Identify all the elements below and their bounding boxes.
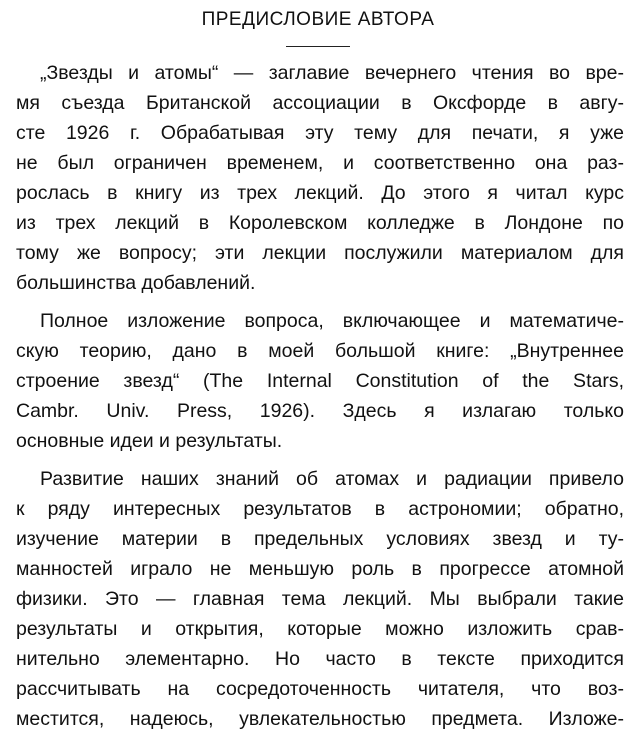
text-line: к ряду интересных результатов в астрономии; обратно, <box>16 498 624 520</box>
text-line: не был ограничен временем, и соответственно она раз- <box>16 152 624 174</box>
page-title: ПРЕДИСЛОВИЕ АВТОРА <box>201 9 435 30</box>
text-line: большинства добавлений. <box>16 272 256 294</box>
title-underline <box>286 46 350 47</box>
text-line: строение звезд“ (The Internal Constitution of the Stars, <box>16 370 624 392</box>
text-line: манностей играло не меньшую роль в прогрессе атомной <box>16 558 624 580</box>
text-line: физики. Это — главная тема лекций. Мы выбрали такие <box>16 588 624 610</box>
text-line: „Звезды и атомы“ — заглавие вечернего чтения во вре- <box>40 62 624 84</box>
text-line: результаты и открытия, которые можно изложить срав- <box>16 618 624 640</box>
text-line: Развитие наших знаний об атомах и радиации привело <box>40 468 624 490</box>
text-line: рассчитывать на сосредоточенность читателя, что воз- <box>16 678 624 700</box>
text-line: Cambr. Univ. Press, 1926). Здесь я излагаю только <box>16 400 624 422</box>
text-line: Полное изложение вопроса, включающее и математиче- <box>40 310 624 332</box>
text-line: скую теорию, дано в моей большой книге: „Внутреннее <box>16 340 624 362</box>
text-line: изучение материи в предельных условиях звезд и ту- <box>16 528 624 550</box>
text-line: из трех лекций в Королевском колледже в Лондоне по <box>16 212 624 234</box>
text-line: сте 1926 г. Обрабатывая эту тему для печати, я уже <box>16 122 624 144</box>
text-line: основные идеи и результаты. <box>16 430 283 452</box>
text-line: тому же вопросу; эти лекции послужили материалом для <box>16 242 624 264</box>
text-line: местится, надеюсь, увлекательностью предмета. Изложе- <box>16 708 624 730</box>
text-line: мя съезда Британской ассоциации в Оксфорде в авгу- <box>16 92 624 114</box>
text-line: рослась в книгу из трех лекций. До этого я читал курс <box>16 182 624 204</box>
text-line: нительно элементарно. Но часто в тексте приходится <box>16 648 624 670</box>
